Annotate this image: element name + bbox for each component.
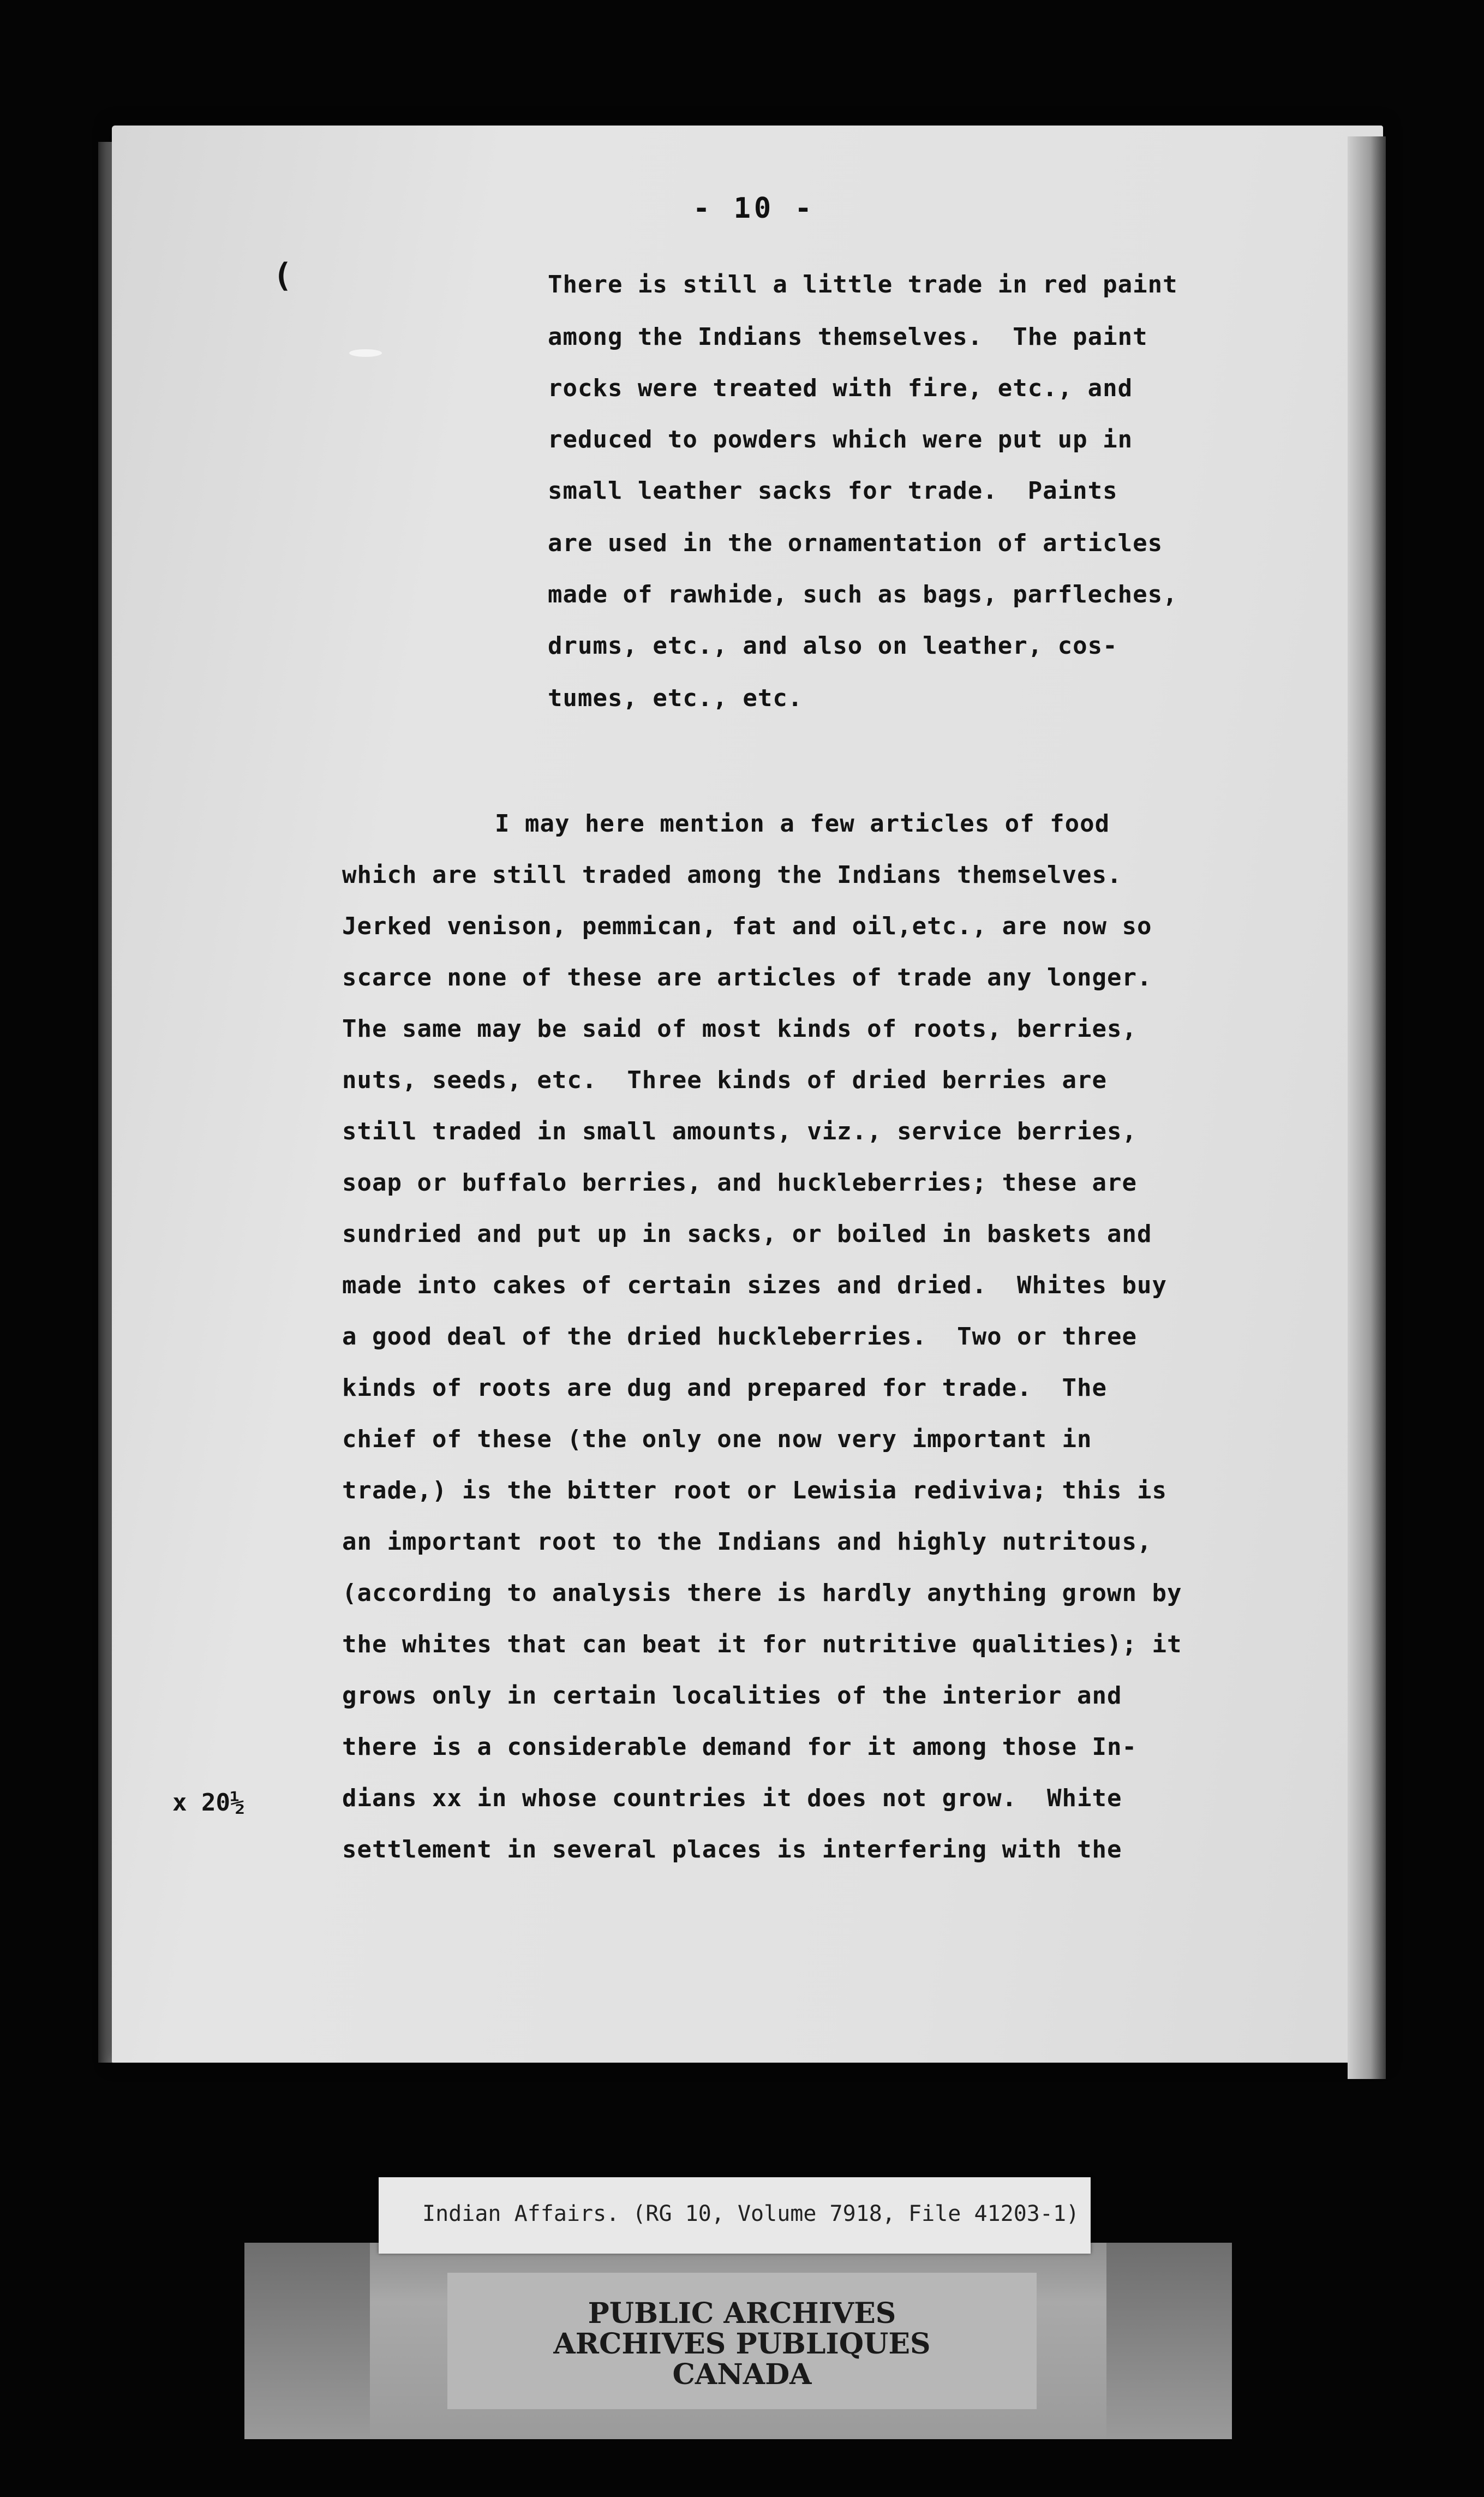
text-line: a good deal of the dried huckleberries. Two or three — [342, 1323, 1137, 1351]
text-line: reduced to powders which were put up in — [548, 426, 1133, 453]
archive-stamp — [447, 2273, 1037, 2409]
margin-mark: ( — [273, 256, 293, 295]
text-line: trade,) is the bitter root or Lewisia rediviva; this is — [342, 1477, 1167, 1504]
text-line: an important root to the Indians and highly nutritous, — [342, 1528, 1152, 1556]
text-line: I may here mention a few articles of food — [495, 810, 1110, 838]
text-line: nuts, seeds, etc. Three kinds of dried berries are — [342, 1066, 1108, 1094]
archive-reference-text: Indian Affairs. (RG 10, Volume 7918, File 41203-1) — [422, 2201, 1080, 2226]
text-line: made of rawhide, such as bags, parfleches, — [548, 581, 1178, 608]
text-line: the whites that can beat it for nutritive qualities); it — [342, 1630, 1182, 1658]
text-line: which are still traded among the Indians themselves. — [342, 861, 1122, 889]
text-line: settlement in several places is interfering with the — [342, 1836, 1122, 1863]
paper-blemish — [349, 349, 382, 357]
stamp-line-2: ARCHIVES PUBLIQUES — [553, 2327, 931, 2361]
text-line: are used in the ornamentation of articles — [548, 529, 1163, 557]
page-right-edge — [1348, 136, 1386, 2079]
stamp-line-1: PUBLIC ARCHIVES — [588, 2297, 896, 2330]
text-line: sundried and put up in sacks, or boiled in baskets and — [342, 1220, 1152, 1248]
page-number: - 10 - — [693, 192, 815, 225]
text-line: Jerked venison, pemmican, fat and oil,etc., are now so — [342, 912, 1152, 940]
text-line: kinds of roots are dug and prepared for trade. The — [342, 1374, 1108, 1402]
text-line: (according to analysis there is hardly anything grown by — [342, 1579, 1182, 1607]
text-line: scarce none of these are articles of trade any longer. — [342, 964, 1152, 991]
text-line: chief of these (the only one now very important in — [342, 1425, 1092, 1453]
text-line: among the Indians themselves. The paint — [548, 323, 1148, 351]
text-line: there is a considerable demand for it among those In- — [342, 1733, 1137, 1761]
archive-stamp-right-block — [1106, 2243, 1232, 2439]
text-line: drums, etc., and also on leather, cos- — [548, 632, 1118, 660]
text-line: made into cakes of certain sizes and dried. Whites buy — [342, 1271, 1167, 1299]
archive-reference-label — [379, 2177, 1091, 2254]
text-line: rocks were treated with fire, etc., and — [548, 374, 1133, 402]
text-line: dians xx in whose countries it does not grow. White — [342, 1784, 1122, 1812]
margin-note: x 20½ — [172, 1789, 245, 1817]
text-line: The same may be said of most kinds of roots, berries, — [342, 1015, 1137, 1043]
text-line: grows only in certain localities of the interior and — [342, 1682, 1122, 1710]
archive-stamp-left-block — [244, 2243, 370, 2439]
text-line: There is still a little trade in red paint — [548, 271, 1178, 298]
text-line: still traded in small amounts, viz., service berries, — [342, 1118, 1137, 1145]
document-page — [112, 126, 1383, 2063]
text-line: soap or buffalo berries, and huckleberries; these are — [342, 1169, 1137, 1197]
text-line: small leather sacks for trade. Paints — [548, 477, 1118, 505]
stamp-line-3: CANADA — [672, 2358, 812, 2391]
text-line: tumes, etc., etc. — [548, 684, 803, 712]
